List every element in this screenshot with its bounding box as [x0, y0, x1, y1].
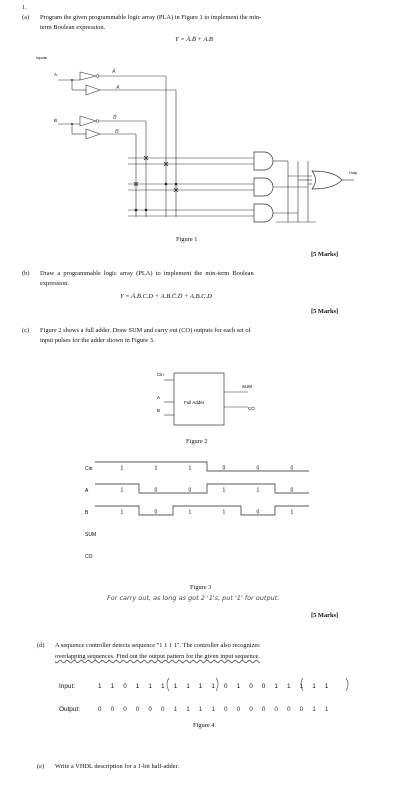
- input-label: Input:: [59, 683, 75, 690]
- inputs-label: Inputs: [36, 55, 47, 60]
- output-bit-5: 0: [161, 706, 165, 713]
- figure-2-full-adder: [150, 370, 270, 432]
- part-c-marks: [5 Marks]: [311, 612, 339, 619]
- output-bit-9: 1: [211, 706, 215, 713]
- and-gate-3: [254, 204, 273, 222]
- input-bit-4: 1: [148, 683, 152, 690]
- input-bit-1: 1: [110, 683, 115, 690]
- part-b-equation: Y = Ā.B̄.C.D + A.B.C̄.D̄ + A.B.C.D: [120, 293, 212, 300]
- signal-label-a: A: [85, 488, 89, 494]
- adder-box-label: Full Adder: [184, 400, 205, 405]
- part-d-text-line2: overlapping sequences. Find out the output pattern for the given input sequence.: [55, 653, 260, 660]
- question-number: 1.: [22, 4, 27, 11]
- input-bit-16: 1: [299, 683, 304, 690]
- bit-a-3: 1: [222, 487, 226, 494]
- bit-b-1: 0: [154, 509, 158, 516]
- output-bit-7: 1: [186, 706, 190, 713]
- bit-cin-2: 1: [188, 465, 192, 472]
- signal-label-b: B: [85, 510, 89, 516]
- input-bit-18: 1: [324, 683, 329, 690]
- part-a-label: (a): [22, 14, 30, 21]
- handwritten-brackets: [160, 676, 360, 696]
- adder-a-label: A: [157, 395, 161, 400]
- input-bit-15: 1: [287, 683, 291, 690]
- input-b-label: B: [54, 118, 58, 123]
- output-bit-1: 0: [110, 706, 115, 713]
- figure-2-caption: Figure 2: [186, 438, 208, 445]
- input-bit-12: 0: [249, 683, 253, 690]
- and-gate-1: [254, 152, 273, 170]
- part-b-text-line1: Draw a programmable logic array (PLA) to implement the min-term Boolean: [40, 270, 254, 277]
- output-label: Outp: [349, 171, 358, 175]
- waveform-b: [95, 506, 309, 515]
- output-bit-15: 0: [287, 706, 291, 713]
- output-bit-8: 1: [198, 706, 203, 713]
- part-a-text-line1: Program the given programmable logic array (PLA) in Figure 1 to implement the min-: [40, 14, 262, 21]
- b-hand: B: [115, 129, 119, 135]
- input-bit-10: 0: [224, 683, 228, 690]
- adder-cin-label: Cin: [157, 372, 164, 377]
- part-d-text-line1: A sequence controller detects sequence "1 1 1 1". The controller also recognizes: [55, 642, 260, 649]
- waveform-cin: [95, 462, 309, 471]
- bit-cin-1: 1: [154, 465, 158, 472]
- part-e-label: (e): [37, 763, 45, 770]
- part-b-label: (b): [22, 270, 30, 277]
- and-gate-2: [254, 178, 273, 196]
- output-label: Output:: [59, 706, 80, 713]
- a-hand: A: [116, 85, 120, 91]
- part-c-text-line1: Figure 2 shows a full adder. Draw SUM and carry out (CO) outputs for each set of: [40, 327, 251, 334]
- input-bit-13: 0: [261, 683, 266, 690]
- input-bit-3: 1: [135, 683, 140, 690]
- bit-b-3: 1: [222, 509, 226, 516]
- bit-cin-0: 1: [120, 465, 124, 472]
- input-bit-14: 1: [274, 683, 278, 690]
- output-bit-13: 0: [261, 706, 266, 713]
- figure-3-caption: Figure 3: [190, 584, 212, 591]
- output-bit-6: 1: [173, 706, 178, 713]
- input-bit-5: 1: [161, 683, 165, 690]
- handwritten-note: For carry out, as long as got 2 '1's, put '1' for output.: [107, 594, 280, 602]
- output-bit-4: 0: [148, 706, 152, 713]
- buffer-a-true-gate: [86, 85, 100, 95]
- full-adder-box: [174, 373, 224, 425]
- figure-1-pla: [36, 52, 366, 234]
- signal-label-co: CO: [85, 554, 93, 560]
- output-bit-0: 0: [98, 706, 102, 713]
- adder-co-label: CO: [248, 406, 255, 411]
- bit-cin-5: 0: [290, 465, 294, 472]
- output-bit-3: 0: [135, 706, 140, 713]
- part-a-marks: [5 Marks]: [311, 251, 339, 258]
- bit-a-2: 0: [188, 487, 192, 494]
- output-bit-2: 0: [123, 706, 127, 713]
- adder-b-label: B: [157, 408, 161, 413]
- bit-cin-3: 0: [222, 465, 226, 472]
- part-e-text: Write a VHDL description for a 1-bit half-adder.: [55, 763, 179, 770]
- input-bit-11: 1: [236, 683, 241, 690]
- figure-3-timing-diagram: [60, 454, 320, 584]
- part-b-text-line2: expression.: [40, 280, 69, 287]
- bit-a-0: 1: [120, 487, 124, 494]
- part-b-marks: [5 Marks]: [311, 308, 339, 315]
- input-bit-17: 1: [312, 683, 316, 690]
- part-c-text-line2: input pulses for the adder shown in Figure 3.: [40, 337, 155, 344]
- input-a-label: A: [54, 72, 58, 77]
- input-bit-8: 1: [198, 683, 203, 690]
- buffer-b-gate: [80, 116, 96, 126]
- a-bar-hand: Ā: [112, 69, 116, 75]
- output-bit-12: 0: [249, 706, 253, 713]
- input-bit-6: 1: [173, 683, 178, 690]
- output-bit-10: 0: [224, 706, 228, 713]
- b-bar-hand: B̄: [113, 115, 117, 121]
- bit-a-4: 1: [256, 487, 260, 494]
- figure-1-caption: Figure 1: [176, 236, 198, 243]
- bit-a-5: 0: [290, 487, 294, 494]
- input-bit-7: 1: [186, 683, 190, 690]
- bit-b-4: 0: [256, 509, 260, 516]
- output-bit-11: 0: [236, 706, 241, 713]
- signal-label-sum: SUM: [85, 532, 97, 538]
- output-bit-17: 1: [312, 706, 316, 713]
- adder-sum-label: SUM: [242, 384, 252, 389]
- waveform-a: [95, 484, 309, 493]
- bit-b-0: 1: [120, 509, 124, 516]
- part-a-text-line2: term Boolean expression.: [40, 24, 106, 31]
- part-a-equation: Y = Ā.B̄ + A.B: [175, 36, 213, 43]
- or-gate: [312, 171, 342, 189]
- part-c-label: (c): [22, 327, 30, 334]
- buffer-b-true-gate: [86, 129, 100, 139]
- output-bit-18: 1: [324, 706, 329, 713]
- input-bit-2: 0: [123, 683, 127, 690]
- figure-4-caption: Figure 4: [193, 722, 215, 729]
- output-bit-14: 0: [274, 706, 278, 713]
- part-d-label: (d): [37, 642, 45, 649]
- bit-a-1: 0: [154, 487, 158, 494]
- bit-b-5: 1: [290, 509, 294, 516]
- output-bit-16: 0: [299, 706, 304, 713]
- bit-b-2: 1: [188, 509, 192, 516]
- pla-connections: [134, 156, 178, 192]
- buffer-a-gate: [80, 72, 96, 80]
- bit-cin-4: 0: [256, 465, 260, 472]
- input-bit-9: 1: [211, 683, 215, 690]
- input-bit-0: 1: [98, 683, 102, 690]
- signal-label-cin: Cin: [85, 466, 93, 472]
